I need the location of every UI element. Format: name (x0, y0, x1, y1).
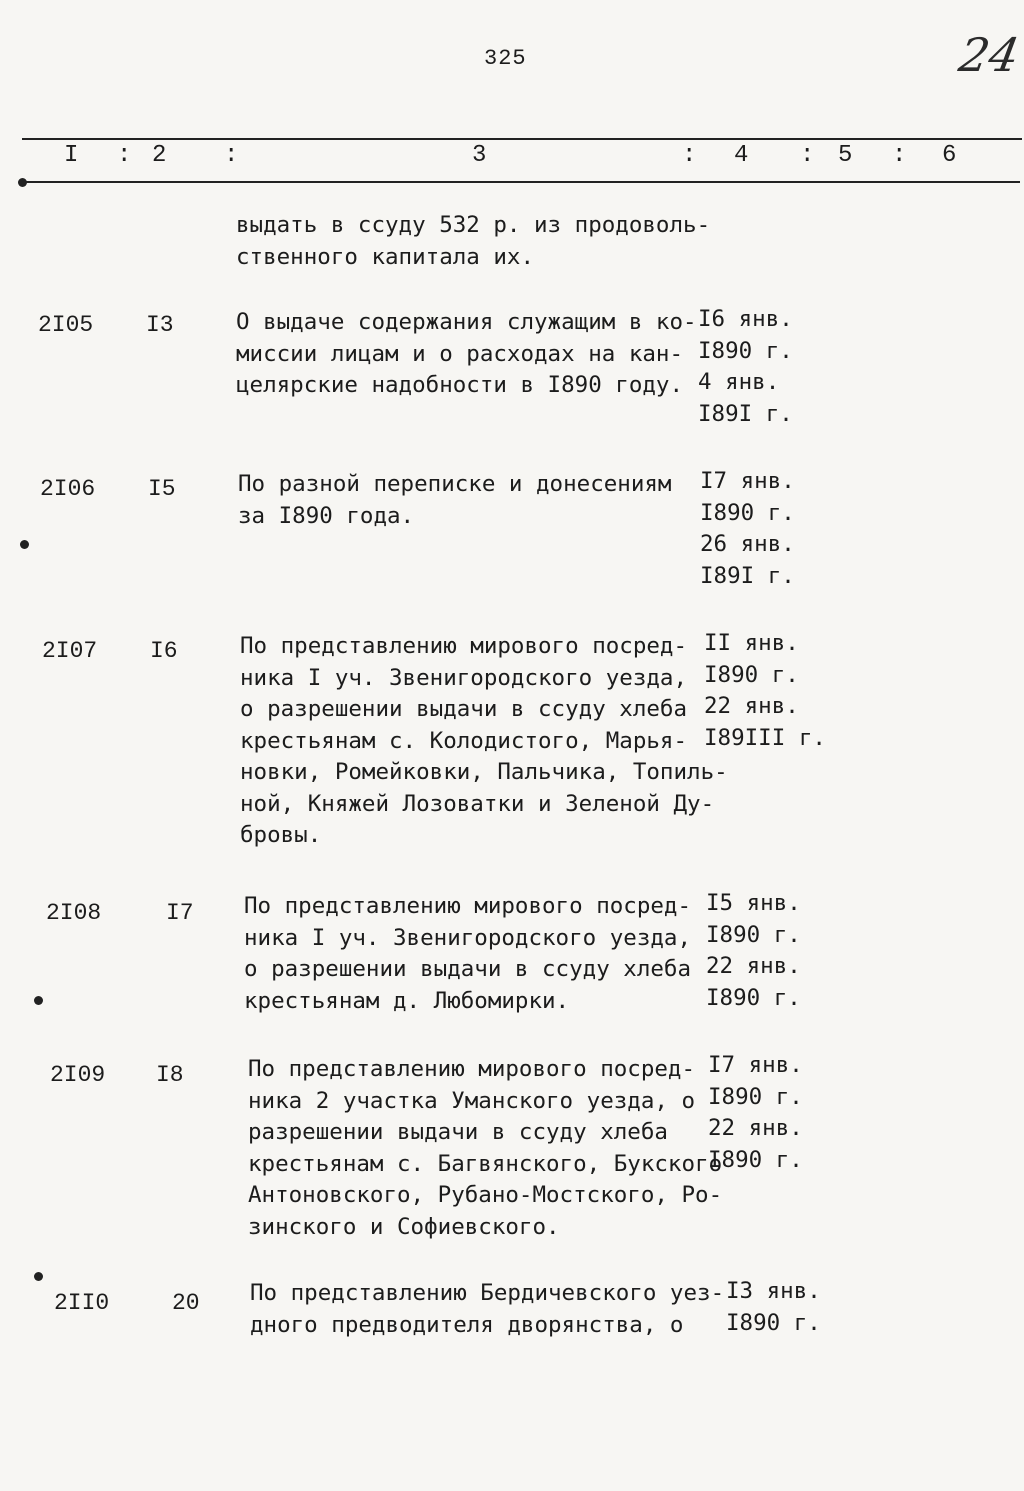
entry-number: 2II0 (54, 1290, 110, 1316)
entry-sheet-count: 20 (172, 1290, 200, 1316)
entry-number: 2I06 (40, 476, 96, 502)
entry-dates: II янв. I890 г. 22 янв. I89III г. (704, 630, 826, 751)
column-header-1: I (64, 142, 79, 169)
entry-description: По представлению Бердичевского уез- дного предводителя дворянства, о (250, 1280, 725, 1338)
entry-dates: I6 янв. I890 г. 4 янв. I89I г. (698, 306, 793, 427)
entry-number: 2I08 (46, 900, 102, 926)
header-top-rule (22, 138, 1022, 140)
column-separator: : (224, 142, 239, 169)
entry-description: По разной переписке и донесениям за I890 года. (238, 471, 672, 529)
entry-number: 2I09 (50, 1062, 106, 1088)
entry-dates: I5 янв. I890 г. 22 янв. I890 г. (706, 890, 801, 1011)
header-bottom-rule (24, 181, 1020, 183)
entry-description: По представлению мирового посред- ника I уч. Звенигородского уезда, о разрешении выдачи в ссуду хлеба крестьянам д. Любомирки. (244, 893, 692, 1014)
column-header-4: 4 (734, 142, 749, 169)
punch-hole-mark (34, 996, 43, 1005)
entry-description: О выдаче содержания служащим в ко- миссии лицам и о расходах на кан- целярские надобности в I890 году. (236, 309, 697, 398)
entry-description: По представлению мирового посред- ника I уч. Звенигородского уезда, о разрешении выдачи в ссуду хлеба крестьянам с. Колодистого, Марья- новки, Ромейковки, Пальчика, Топиль- ной, Княжей Лозоватки и Зеленой Ду- бровы. (240, 633, 728, 848)
punch-hole-mark (18, 178, 27, 187)
column-separator: : (117, 142, 132, 169)
entry-dates: I7 янв. I890 г. 26 янв. I89I г. (700, 468, 795, 589)
entry-sheet-count: I5 (148, 476, 176, 502)
column-header-6: 6 (942, 142, 957, 169)
punch-hole-mark (34, 1272, 43, 1281)
entry-description: По представлению мирового посред- ника 2 участка Уманского уезда, о разрешении выдачи в ссуду хлеба крестьянам с. Багвянского, Букского Антоновского, Рубано-Мостского, Ро- зинского и Софиевского. (248, 1056, 723, 1240)
entry-dates: I3 янв. I890 г. (726, 1278, 821, 1336)
handwritten-folio-number: 24 (955, 28, 1024, 82)
entry-number: 2I07 (42, 638, 98, 664)
entry-sheet-count: I7 (166, 900, 194, 926)
punch-hole-mark (20, 540, 29, 549)
column-separator: : (892, 142, 907, 169)
entry-sheet-count: I3 (146, 312, 174, 338)
column-header-2: 2 (152, 142, 167, 169)
entry-sheet-count: I6 (150, 638, 178, 664)
column-separator: : (800, 142, 815, 169)
column-separator: : (682, 142, 697, 169)
entry-dates: I7 янв. I890 г. 22 янв. I890 г. (708, 1052, 803, 1173)
column-header-5: 5 (838, 142, 853, 169)
entry-sheet-count: I8 (156, 1062, 184, 1088)
continuation-text: выдать в ссуду 532 р. из продоволь- ственного капитала их. (236, 212, 711, 270)
page-number: 325 (484, 46, 527, 71)
entry-number: 2I05 (38, 312, 94, 338)
column-header-3: 3 (472, 142, 487, 169)
